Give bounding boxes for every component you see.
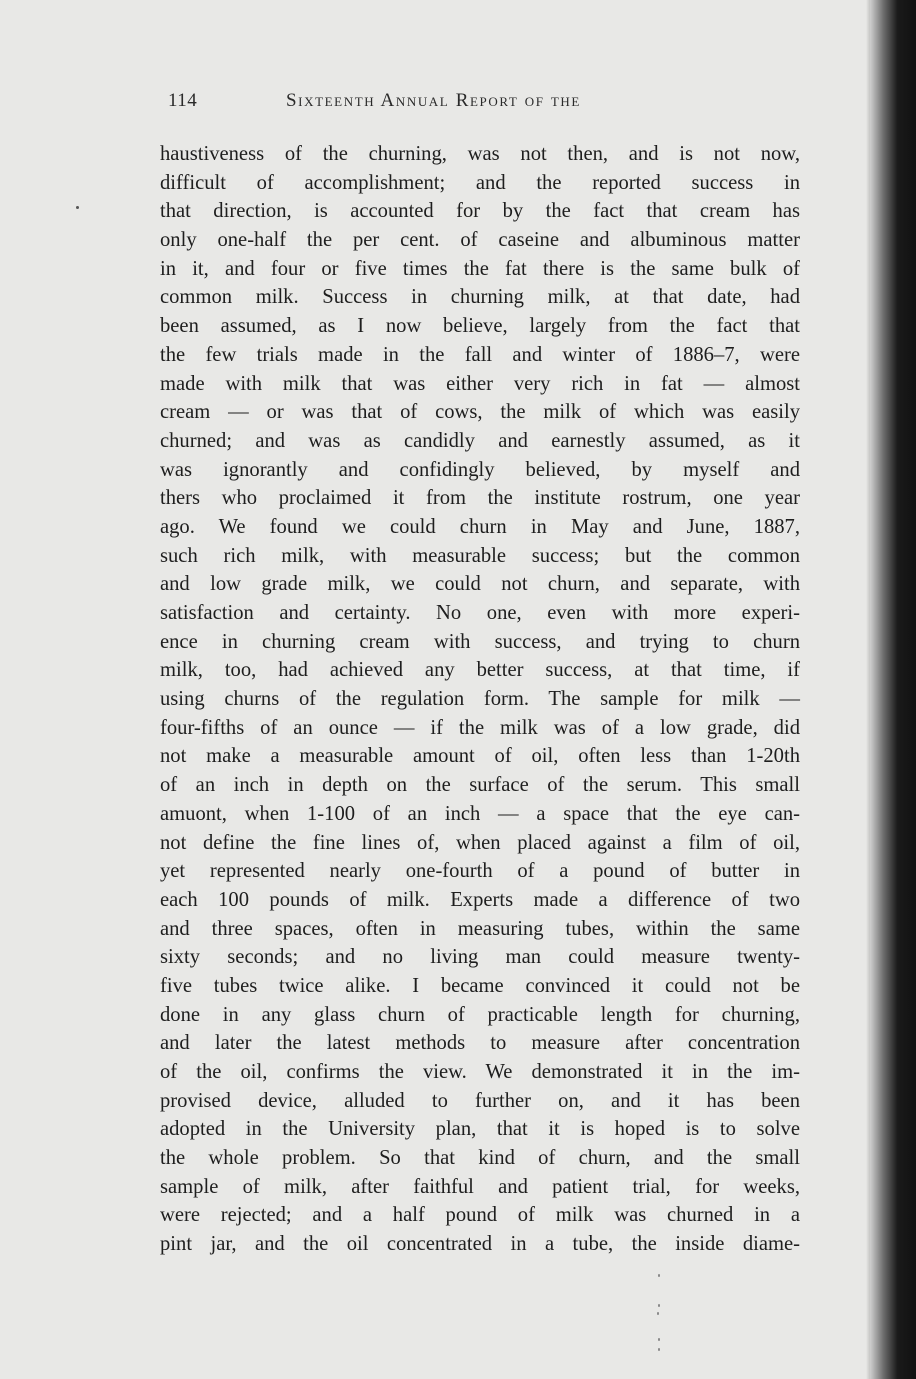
text-line: five tubes twice alike. I became convinced it could not be	[160, 974, 800, 997]
text-line: done in any glass churn of practicable length for churning,	[160, 1003, 800, 1026]
text-line: sample of milk, after faithful and patient trial, for weeks,	[160, 1175, 800, 1198]
text-line: that direction, is accounted for by the fact that cream has	[160, 200, 800, 223]
text-line: been assumed, as I now believe, largely from the fact that	[160, 315, 800, 338]
text-line: sixty seconds; and no living man could measure twenty-	[160, 946, 800, 969]
text-line: using churns of the regulation form. The sample for milk —	[160, 688, 800, 711]
text-line: and three spaces, often in measuring tubes, within the same	[160, 917, 800, 940]
speck	[658, 1338, 660, 1341]
text-line: made with milk that was either very rich in fat — almost	[160, 372, 800, 395]
text-line: the whole problem. So that kind of churn, and the small	[160, 1147, 800, 1170]
text-line: adopted in the University plan, that it is hoped is to solve	[160, 1118, 800, 1141]
text-line: ence in churning cream with success, and trying to churn	[160, 630, 800, 653]
text-line: such rich milk, with measurable success; but the common	[160, 544, 800, 567]
text-line: each 100 pounds of milk. Experts made a difference of two	[160, 888, 800, 911]
text-line: common milk. Success in churning milk, at that date, had	[160, 286, 800, 309]
text-line: the few trials made in the fall and winter of 1886–7, were	[160, 343, 800, 366]
text-line: four-fifths of an ounce — if the milk was of a low grade, did	[160, 716, 800, 739]
text-line: pint jar, and the oil concentrated in a tube, the inside diame-	[160, 1233, 800, 1256]
speck	[658, 1274, 660, 1277]
text-line: and later the latest methods to measure after concentration	[160, 1032, 800, 1055]
text-line: of the oil, confirms the view. We demonstrated it in the im-	[160, 1061, 800, 1083]
text-line: yet represented nearly one-fourth of a pound of butter in	[160, 860, 800, 883]
text-line: of an inch in depth on the surface of the serum. This small	[160, 774, 800, 797]
text-line: cream — or was that of cows, the milk of which was easily	[160, 401, 800, 424]
speck	[658, 1348, 660, 1351]
text-line: only one-half the per cent. of caseine and albuminous matter	[160, 229, 800, 252]
page-header	[168, 90, 808, 120]
body-text	[160, 140, 800, 1259]
text-line: not define the fine lines of, when placed against a film of oil,	[160, 831, 800, 854]
text-line: haustiveness of the churning, was not then, and is not now,	[160, 143, 800, 165]
text-line: amuont, when 1-100 of an inch — a space that the eye can-	[160, 802, 800, 825]
speck	[658, 1304, 660, 1307]
speck	[657, 1312, 659, 1315]
text-line: difficult of accomplishment; and the reported success in	[160, 171, 800, 194]
book-spine	[870, 0, 916, 1379]
text-line: ago. We found we could churn in May and June, 1887,	[160, 515, 800, 538]
page-number: 114	[168, 90, 198, 111]
text-line: satisfaction and certainty. No one, even with more experi-	[160, 602, 800, 624]
text-line: thers who proclaimed it from the institute rostrum, one year	[160, 487, 800, 510]
text-line: not make a measurable amount of oil, often less than 1-20th	[160, 745, 800, 768]
text-line: provised device, alluded to further on, and it has been	[160, 1089, 800, 1112]
text-line: milk, too, had achieved any better success, at that time, if	[160, 659, 800, 682]
text-line: churned; and was as candidly and earnestly assumed, as it	[160, 429, 800, 452]
text-line: in it, and four or five times the fat there is the same bulk of	[160, 257, 800, 280]
paper-specks	[655, 1270, 663, 1360]
text-line: were rejected; and a half pound of milk was churned in a	[160, 1204, 800, 1227]
margin-speck	[76, 206, 79, 209]
running-head: Sixteenth Annual Report of the	[286, 90, 581, 111]
text-line: was ignorantly and confidingly believed, by myself and	[160, 458, 800, 481]
text-line: and low grade milk, we could not churn, and separate, with	[160, 573, 800, 596]
